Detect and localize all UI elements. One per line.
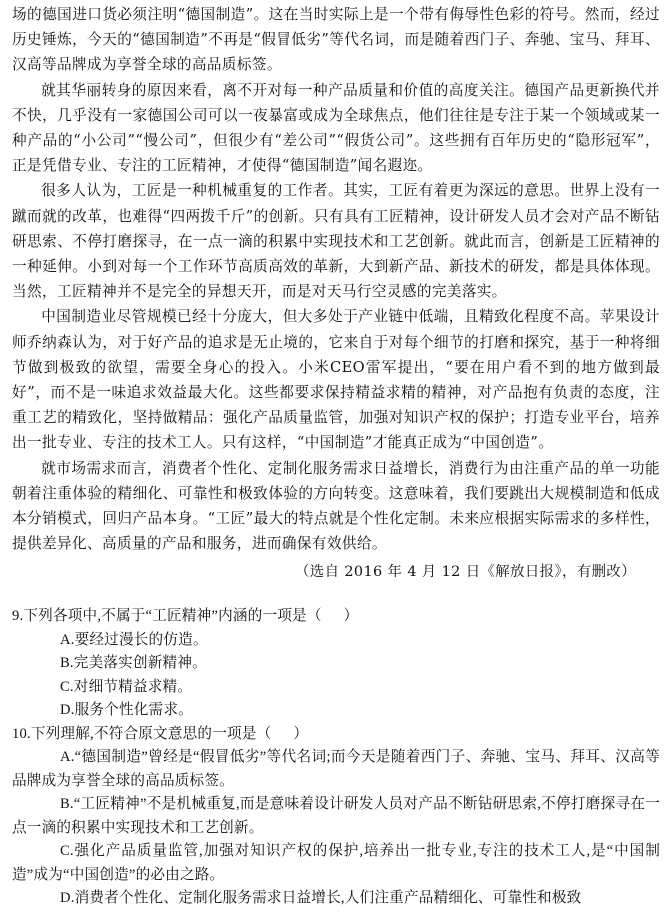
question-9-stem-close: ） [343,608,359,625]
question-10-stem-text: 10.下列理解,不符合原文意思的一项是（ [12,725,272,742]
question-9-stem-text: 9.下列各项中,不属于“工匠精神”内涵的一项是（ [12,608,322,625]
question-9-option-b: B.完美落实创新精神。 [60,655,207,672]
paragraph-5: 就市场需求而言，消费者个性化、定制化服务需求日益增长，消费行为由注重产品的单一功能朝着注重体验的精细化、可靠性和极致体验的方向转变。这意味着，我们要跳出大规模制造和低成本分销模式，回归产品本身。“工匠”最大的特点就是个性化定制。未来应根据实际需求的多样性，提供差异化、高质量的产品和服务，进而确保有效供给。 [12,459,660,553]
article-source: （选自 2016 年 4 月 12 日《解放日报》，有删改） [295,564,636,581]
article-text [12,2,660,585]
paragraph-4: 中国制造业尽管规模已经十分庞大，但大多处于产业链中低端，且精致化程度不高。苹果设计师乔纳森认为，对于好产品的追求是无止境的，它来自于对每个细节的打磨和探究，基于一种将细节做到极致的欲望，需要全身心的投入。小米CEO雷军提出，“要在用户看不到的地方做到最好”，而不是一味追求效益最大化。这些都要求保持精益求精的精神，对产品抱有负责的态度，注重工艺的精致化，坚持做精品：强化产品质量监管，加强对知识产权的保护；打造专业平台，培养出一批专业、专注的技术工人。只有这样，“中国制造”才能真正成为“中国创造”。 [12,308,660,452]
question-10 [12,723,660,911]
question-10-stem [12,723,660,747]
question-9-stem [12,605,660,629]
question-9-option-d: D.服务个性化需求。 [60,702,193,719]
question-9 [12,605,660,723]
question-9-option-c: C.对细节精益求精。 [60,678,193,695]
paragraph-1: 场的德国进口货必须注明“德国制造”。这在当时实际上是一个带有侮辱性色彩的符号。然而，经过历史锤炼，今天的“德国制造”不再是“假冒低劣”等代名词，而是随着西门子、奔驰、宝马、拜耳、汉高等品牌成为享誉全球的高品质标签。 [12,6,660,74]
question-9-option-a: A.要经过漫长的仿造。 [60,631,208,648]
question-10-stem-close: ） [293,725,309,742]
question-10-option-c: C.强化产品质量监管,加强对知识产权的保护,培养出一批专业,专注的技术工人,是“中国制造”成为“中国创造”的必由之路。 [12,843,660,883]
paragraph-3: 很多人认为，工匠是一种机械重复的工作者。其实，工匠有着更为深远的意思。世界上没有一蹴而就的改革，也难得“四两拨千斤”的创新。只有具有工匠精神，设计研发人员才会对产品不断钻研思索、不停打磨探寻，在一点一滴的积累中实现技术和工艺创新。就此而言，创新是工匠精神的一种延伸。小到对每一个工作环节高质高效的革新，大到新产品、新技术的研发，都是具体体现。当然，工匠精神并不是完全的异想天开，而是对天马行空灵感的完美落实。 [12,182,660,301]
question-10-option-d: D.消费者个性化、定制化服务需求日益增长,人们注重产品精细化、可靠性和极致 [60,890,582,907]
paragraph-2: 就其华丽转身的原因来看，离不开对每一种产品质量和价值的高度关注。德国产品更新换代并不快，几乎没有一家德国公司可以一夜暴富或成为全球焦点，他们往往是专注于某一个领域或某一种产品的“小公司”“慢公司”，但很少有“差公司”“假货公司”。这些拥有百年历史的“隐形冠军”，正是凭借专业、专注的工匠精神，才使得“德国制造”闻名遐迩。 [12,81,660,175]
question-10-option-a: A.“德国制造”曾经是“假冒低劣”等代名词;而今天是随着西门子、奔驰、宝马、拜耳、汉高等品牌成为享誉全球的高品质标签。 [12,749,660,789]
questions-section [12,605,660,911]
question-10-option-b: B.“工匠精神”不是机械重复,而是意味着设计研发人员对产品不断钻研思索,不停打磨探寻在一点一滴的积累中实现技术和工艺创新。 [12,796,660,836]
